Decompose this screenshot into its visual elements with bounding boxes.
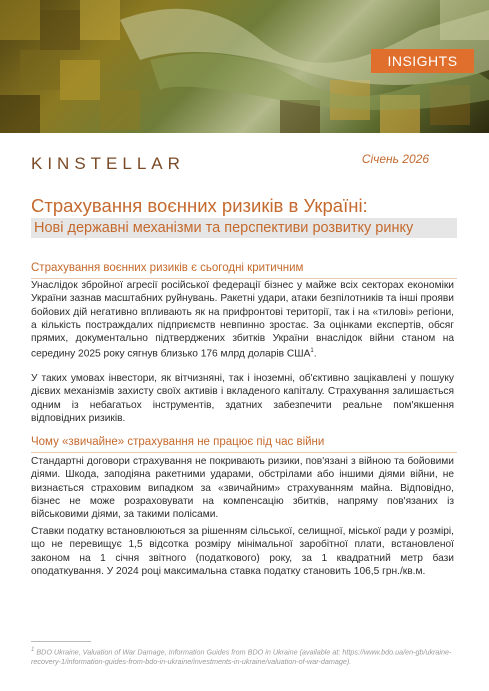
footnote: $^1$ BDO Ukraine, Valuation of War Damage, Information Guides from BDO in Ukraine (available at: https://www.bdo.ua/en-gb/ukraine-recovery-1/information-guides-from-bdo-in-ukraine/investments-in-ukraine/valuation-of-war-damage).	[31, 647, 452, 666]
paragraph: Стандартні договори страхування не покривають ризики, пов'язані з війною та бойовими діями. Шкода, заподіяна ракетними ударами, обстрілами або іншими діями війни, не визнається страховим випадком за «звичайним» страхуванням майна. Відповідно, бізнес не може розраховувати на компенсацію збитків, напряму пов'язаних із військовими діями, за такими полісами.	[31, 456, 454, 521]
section-heading-critical: Страхування воєнних ризиків є сьогодні критичним	[31, 262, 304, 274]
hero-image	[0, 0, 489, 133]
section-divider	[31, 452, 457, 453]
paragraph: У таких умовах інвестори, як вітчизняні, так і іноземні, об'єктивно зацікавлені у пошуку дієвих механізмів захисту своїх активів і вкладеного капіталу. Страхування залишається одним із небагатьох інструментів, здатних забезпечити реальне пом'якшення відповідних ризиків.	[31, 373, 454, 424]
company-logo: KINSTELLAR	[31, 154, 185, 173]
publication-date: Січень 2026	[361, 152, 429, 166]
section-heading-ordinary-insurance: Чому «звичайне» страхування не працює під час війни	[31, 436, 325, 448]
page-title: Страхування воєнних ризиків в Україні:	[31, 195, 368, 216]
footnote-divider	[31, 641, 91, 642]
page-subtitle: Нові державні механізми та перспективи розвитку ринку	[31, 218, 457, 238]
footnote-ref: 1	[310, 348, 314, 355]
paragraph: Ставки податку встановлюються за рішенням сільської, селищної, міської ради у розмірі, що не перевищує 1,5 відсотка розміру мінімальної заробітної плати, встановленої законом на 1 січня звітного (податкового) року, за 1 квадратний метр бази оподаткування. У 2024 році максимальна ставка податку становить 106,5 грн./кв.м.	[31, 526, 454, 577]
paragraph: Унаслідок збройної агресії російської федерації бізнес у майже всіх секторах економіки України зазнав масштабних руйнувань. Ракетні удари, атаки безпілотників та інші прояви бойових дій негативно впливають як на прифронтові території, так і на «тилові» регіони, а кількість постраждалих підприємств невпинно зростає. За оцінками експертів, обсяг прямих, документально підтверджених збитків України внаслідок війни станом на середину 2025 року сягнув близько 176 млрд доларів США$^1$.	[31, 280, 454, 360]
insights-badge: INSIGHTS	[371, 49, 474, 73]
